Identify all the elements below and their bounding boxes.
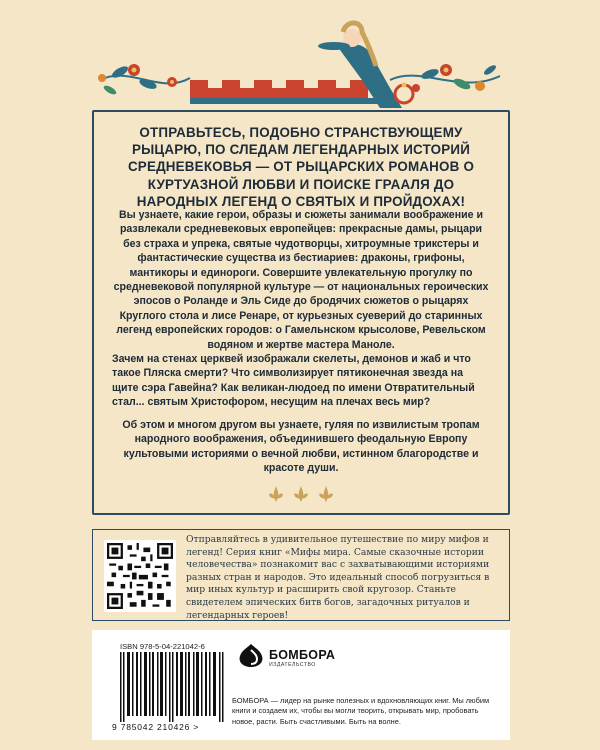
annotation-paragraph-2: Зачем на стенах церквей изображали скелеты, демонов и жаб и что такое Пляска смерти? Что символизирует пятиконечная звезда на щите сэра Гавейна? Как великан-людоед по имени Отвратительный стал... святым Христофором, несущим на плечах весь мир?: [112, 353, 475, 409]
fleur-de-lis-ornament: [266, 484, 336, 504]
annotation-paragraph-3: Об этом и многом другом вы узнаете, гуляя по извилистым тропам народного воображения, объединившего феодальную Европу культовыми историями о вечной любви, истинном благородстве и красоте души.: [122, 419, 480, 475]
barcode-digits: 9 785042 210426 >: [112, 722, 200, 732]
publisher-description: БОМБОРА — лидер на рынке полезных и вдохновляющих книг. Мы любим книги и создаем их, чтобы вы могли творить, открывать мир, пробовать новое, расти. Быть счастливыми. Быть на волне.: [232, 696, 490, 726]
bombora-logo-icon: [236, 642, 266, 668]
publisher-subtitle: ИЗДАТЕЛЬСТВО: [269, 662, 316, 668]
annotation-paragraph-1: Вы узнаете, какие герои, образы и сюжеты занимали воображение и развлекали средневековых европейцев: прекрасные дамы, рыцари без страха и упрека, святые чудотворцы, хитроумные трикстеры и фантастические существа из бестиариев: драконы, грифоны, мантикоры и единороги. Совершите увлекательную прогулку по средневековой популярной культуре — от национальных героических эпосов о Роланде и Эль Сиде до бродячих сюжетов о рыцарях Круглого стола и лисе Ренаре, от курьезных суеверий до старинных легенд европейских городов: о Гамельнском крысолове, Ревельском водяном и жертве мастера Маноле.: [113, 209, 489, 351]
cover-headline: ОТПРАВЬТЕСЬ, ПОДОБНО СТРАНСТВУЮЩЕМУ РЫЦАРЮ, ПО СЛЕДАМ ЛЕГЕНДАРНЫХ ИСТОРИЙ СРЕДНЕВЕКОВЬЯ — ОТ РЫЦАРСКИХ РОМАНОВ О КУРТУАЗНОЙ ЛЮБВИ И ПОИСКЕ ГРААЛЯ ДО НАРОДНЫХ ЛЕГЕНД О СВЯТЫХ И ПРОЙДОХАХ!: [127, 125, 475, 209]
medieval-ornament-illustration: [90, 10, 510, 120]
isbn-label: ISBN 978-5-04-221042-6: [120, 642, 205, 651]
series-description: Отправляйтесь в удивительное путешествие по миру мифов и легенд! Серия книг «Мифы мира. Самые сказочные истории человечества» познакомит вас с захватывающими историями разных стран и народов. Это идеальный способ погрузиться в мир иных культур и расширить свой кругозор. Станьте свидетелем эпических битв богов, загадочных ритуалов и легендарных героев!: [186, 534, 490, 621]
qr-code-icon[interactable]: [104, 540, 176, 612]
publisher-name: БОМБОРА: [269, 648, 336, 662]
barcode-icon: [118, 652, 230, 722]
